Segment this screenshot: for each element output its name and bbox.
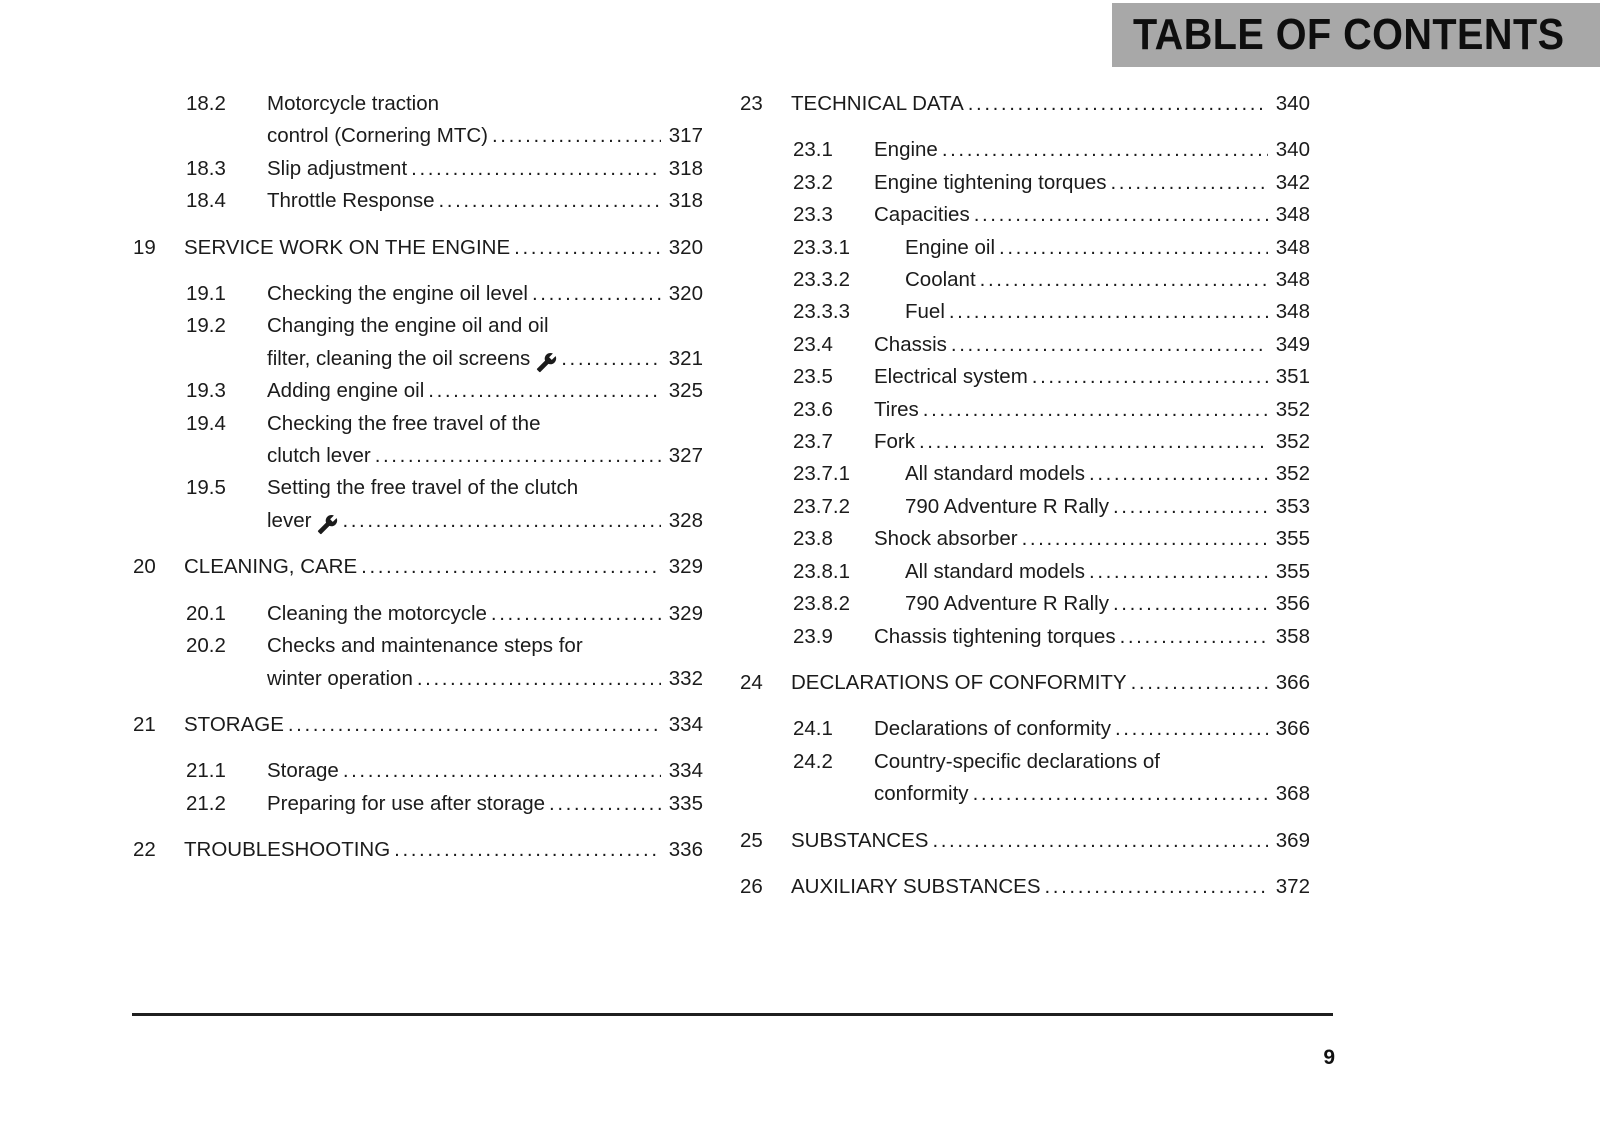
toc-entry-24.2 <box>740 746 1310 811</box>
toc-entry-page: 318 <box>668 189 703 213</box>
toc-entry-page: 358 <box>1275 624 1310 648</box>
toc-entry-body <box>905 556 1310 588</box>
dot-leader <box>919 426 1268 458</box>
toc-entry-line <box>267 788 703 820</box>
toc-entry-line <box>184 551 703 583</box>
toc-entry-line <box>874 713 1310 745</box>
toc-entry-21 <box>133 709 703 741</box>
toc-entry-title: AUXILIARY SUBSTANCES <box>791 874 1041 898</box>
toc-entry-number: 23.2 <box>793 170 833 194</box>
toc-entry-number: 23.5 <box>793 365 833 389</box>
toc-entry-line <box>791 871 1310 903</box>
toc-entry-title: conformity <box>874 782 969 806</box>
toc-entry-25 <box>740 825 1310 857</box>
toc-entry-line <box>267 598 703 630</box>
toc-entry-23.2 <box>740 167 1310 199</box>
toc-entry-title: Electrical system <box>874 365 1028 389</box>
toc-entry-number: 18.4 <box>186 189 226 213</box>
toc-entry-26 <box>740 871 1310 903</box>
toc-entry-title: CLEANING, CARE <box>184 555 358 579</box>
toc-entry-title: Engine oil <box>905 235 996 259</box>
toc-entry-title: Changing the engine oil and oil <box>267 314 549 338</box>
toc-entry-title: Tires <box>874 397 919 421</box>
toc-entry-number: 23.3.2 <box>793 268 850 292</box>
dot-leader <box>417 663 661 695</box>
dot-leader <box>1089 556 1268 588</box>
toc-entry-body <box>267 598 703 630</box>
toc-entry-line <box>267 278 703 310</box>
dot-leader <box>951 329 1268 361</box>
toc-entry-page: 348 <box>1275 268 1310 292</box>
toc-entry-line <box>267 88 703 120</box>
toc-entry-number: 21.2 <box>186 791 226 815</box>
toc-entry-body <box>267 755 703 787</box>
dot-leader <box>492 120 661 152</box>
toc-entry-body <box>874 621 1310 653</box>
toc-entry-body <box>874 426 1310 458</box>
toc-entry-body <box>184 709 703 741</box>
toc-entry-line <box>874 199 1310 231</box>
toc-entry-line <box>791 825 1310 857</box>
toc-column-left <box>133 88 703 881</box>
dot-leader <box>343 755 661 787</box>
toc-entry-body <box>874 746 1310 811</box>
toc-entry-line <box>267 375 703 407</box>
toc-entry-body <box>874 199 1310 231</box>
toc-entry-line <box>267 472 703 504</box>
dot-leader <box>532 278 661 310</box>
toc-entry-page: 369 <box>1275 828 1310 852</box>
toc-entry-line <box>874 394 1310 426</box>
toc-entry-21.1 <box>133 755 703 787</box>
toc-entry-title: STORAGE <box>184 712 284 736</box>
toc-entry-body <box>905 588 1310 620</box>
toc-entry-page: 352 <box>1275 462 1310 486</box>
toc-entry-line <box>267 310 703 342</box>
dot-leader <box>949 296 1268 328</box>
toc-entry-title: Capacities <box>874 203 970 227</box>
toc-entry-19.1 <box>133 278 703 310</box>
toc-entry-body <box>184 232 703 264</box>
toc-entry-title: Preparing for use after storage <box>267 791 546 815</box>
dot-leader <box>974 199 1268 231</box>
dot-leader <box>491 598 661 630</box>
toc-entry-page: 372 <box>1275 874 1310 898</box>
toc-entry-number: 24.2 <box>793 749 833 773</box>
toc-entry-number: 23.7 <box>793 430 833 454</box>
toc-entry-title: Storage <box>267 759 339 783</box>
toc-entry-page: 317 <box>668 124 703 148</box>
toc-entry-line <box>267 505 703 537</box>
toc-entry-number: 20.2 <box>186 634 226 658</box>
toc-entry-number: 23.8 <box>793 527 833 551</box>
dot-leader <box>1045 871 1268 903</box>
dot-leader <box>288 709 661 741</box>
dot-leader <box>968 88 1268 120</box>
toc-entry-title: Chassis <box>874 332 947 356</box>
toc-entry-body <box>874 713 1310 745</box>
toc-entry-23.8 <box>740 523 1310 555</box>
toc-entry-23.8.1 <box>740 556 1310 588</box>
page-number: 9 <box>1323 1046 1335 1069</box>
toc-entry-23.3.3 <box>740 296 1310 328</box>
toc-entry-number: 19.4 <box>186 411 226 435</box>
toc-entry-line <box>267 440 703 472</box>
toc-entry-number: 23.3.1 <box>793 235 850 259</box>
toc-entry-line <box>874 523 1310 555</box>
toc-entry-23.6 <box>740 394 1310 426</box>
toc-entry-18.3 <box>133 153 703 185</box>
toc-entry-line <box>267 630 703 662</box>
toc-entry-body <box>267 185 703 217</box>
toc-entry-body <box>905 232 1310 264</box>
toc-entry-page: 335 <box>668 791 703 815</box>
toc-entry-body <box>905 458 1310 490</box>
toc-entry-number: 23 <box>740 92 763 115</box>
toc-entry-line <box>267 343 703 375</box>
dot-leader <box>923 394 1268 426</box>
footer-divider <box>132 1013 1333 1016</box>
toc-entry-number: 19.3 <box>186 379 226 403</box>
toc-entry-title: DECLARATIONS OF CONFORMITY <box>791 670 1127 694</box>
dot-leader <box>1022 523 1268 555</box>
toc-entry-19.2 <box>133 310 703 375</box>
dot-leader <box>1089 458 1268 490</box>
toc-entry-19.4 <box>133 408 703 473</box>
toc-entry-line <box>905 458 1310 490</box>
toc-entry-page: 349 <box>1275 332 1310 356</box>
toc-entry-title: 790 Adventure R Rally <box>905 494 1109 518</box>
toc-entry-21.2 <box>133 788 703 820</box>
toc-entry-line <box>905 232 1310 264</box>
toc-entry-title: Country-specific declarations of <box>874 749 1160 773</box>
toc-entry-18.4 <box>133 185 703 217</box>
toc-entry-line <box>791 88 1310 120</box>
toc-entry-20 <box>133 551 703 583</box>
toc-entry-page: 355 <box>1275 559 1310 583</box>
toc-entry-title: TECHNICAL DATA <box>791 92 964 115</box>
dot-leader <box>999 232 1268 264</box>
dot-leader <box>1113 491 1268 523</box>
toc-entry-title: Chassis tightening torques <box>874 624 1116 648</box>
toc-entry-20.1 <box>133 598 703 630</box>
toc-entry-page: 355 <box>1275 527 1310 551</box>
toc-entry-page: 352 <box>1275 397 1310 421</box>
toc-entry-number: 25 <box>740 828 763 852</box>
toc-entry-23.3.1 <box>740 232 1310 264</box>
dot-leader <box>411 153 661 185</box>
dot-leader <box>342 505 660 537</box>
toc-entry-body <box>791 825 1310 857</box>
toc-entry-19.5 <box>133 472 703 537</box>
toc-entry-23.7 <box>740 426 1310 458</box>
toc-entry-body <box>184 834 703 866</box>
page-title: TABLE OF CONTENTS <box>1133 10 1565 59</box>
toc-entry-19.3 <box>133 375 703 407</box>
toc-entry-number: 18.3 <box>186 156 226 180</box>
toc-entry-body <box>267 88 703 153</box>
toc-entry-body <box>874 134 1310 166</box>
dot-leader <box>428 375 660 407</box>
toc-entry-page: 328 <box>668 508 703 532</box>
toc-entry-title: SERVICE WORK ON THE ENGINE <box>184 235 511 259</box>
toc-entry-line <box>874 746 1310 778</box>
dot-leader <box>1120 621 1268 653</box>
toc-entry-23.4 <box>740 329 1310 361</box>
toc-entry-body <box>791 871 1310 903</box>
toc-entry-line <box>874 134 1310 166</box>
toc-entry-page: 332 <box>668 666 703 690</box>
dot-leader <box>394 834 661 866</box>
toc-entry-body <box>267 408 703 473</box>
toc-entry-title: winter operation <box>267 666 413 690</box>
toc-entry-body <box>791 667 1310 699</box>
toc-entry-title: Adding engine oil <box>267 379 425 403</box>
toc-entry-line <box>267 120 703 152</box>
toc-entry-page: 327 <box>668 444 703 468</box>
toc-entry-title: Engine <box>874 138 938 162</box>
toc-entry-number: 20.1 <box>186 601 226 625</box>
toc-entry-page: 325 <box>668 379 703 403</box>
toc-entry-number: 23.9 <box>793 624 833 648</box>
toc-entry-body <box>267 278 703 310</box>
toc-entry-page: 366 <box>1275 717 1310 741</box>
toc-entry-body <box>267 472 703 537</box>
toc-entry-number: 19.5 <box>186 476 226 500</box>
toc-entry-24 <box>740 667 1310 699</box>
toc-entry-23.7.1 <box>740 458 1310 490</box>
dot-leader <box>514 232 661 264</box>
toc-entry-page: 334 <box>668 759 703 783</box>
toc-entry-number: 26 <box>740 874 763 898</box>
toc-entry-18.2 <box>133 88 703 153</box>
toc-entry-line <box>905 588 1310 620</box>
toc-entry-page: 352 <box>1275 430 1310 454</box>
toc-entry-page: 366 <box>1275 670 1310 694</box>
toc-entry-body <box>874 523 1310 555</box>
toc-entry-page: 329 <box>668 555 703 579</box>
toc-entry-20.2 <box>133 630 703 695</box>
toc-entry-number: 22 <box>133 838 156 862</box>
dot-leader <box>942 134 1268 166</box>
toc-entry-body <box>874 394 1310 426</box>
toc-entry-title: All standard models <box>905 462 1086 486</box>
toc-entry-title: lever <box>267 508 312 532</box>
toc-entry-19 <box>133 232 703 264</box>
toc-entry-title: Slip adjustment <box>267 156 408 180</box>
toc-entry-number: 19.2 <box>186 314 226 338</box>
toc-entry-23.1 <box>740 134 1310 166</box>
toc-entry-line <box>267 408 703 440</box>
toc-entry-body <box>874 329 1310 361</box>
toc-entry-body <box>184 551 703 583</box>
toc-entry-page: 334 <box>668 712 703 736</box>
toc-entry-23.7.2 <box>740 491 1310 523</box>
dot-leader <box>973 778 1268 810</box>
toc-entry-body <box>267 375 703 407</box>
toc-entry-number: 20 <box>133 555 156 579</box>
toc-entry-page: 342 <box>1275 170 1310 194</box>
toc-entry-number: 23.7.2 <box>793 494 850 518</box>
toc-entry-page: 348 <box>1275 235 1310 259</box>
toc-entry-number: 19.1 <box>186 282 226 306</box>
toc-entry-line <box>874 329 1310 361</box>
toc-entry-number: 23.8.2 <box>793 592 850 616</box>
dot-leader <box>1115 713 1268 745</box>
toc-entry-title: filter, cleaning the oil screens <box>267 346 531 370</box>
toc-entry-23.3 <box>740 199 1310 231</box>
toc-entry-23 <box>740 88 1310 120</box>
toc-entry-line <box>874 426 1310 458</box>
dot-leader <box>439 185 661 217</box>
dot-leader <box>1111 167 1268 199</box>
toc-entry-line <box>905 296 1310 328</box>
toc-entry-number: 23.7.1 <box>793 462 850 486</box>
toc-entry-body <box>905 491 1310 523</box>
toc-entry-body <box>905 264 1310 296</box>
toc-entry-body <box>267 788 703 820</box>
toc-entry-title: TROUBLESHOOTING <box>184 838 391 862</box>
toc-entry-title: Declarations of conformity <box>874 717 1111 741</box>
toc-entry-line <box>184 232 703 264</box>
toc-entry-22 <box>133 834 703 866</box>
dot-leader <box>1113 588 1268 620</box>
toc-entry-title: Checks and maintenance steps for <box>267 634 583 658</box>
toc-entry-page: 320 <box>668 235 703 259</box>
toc-entry-number: 24.1 <box>793 717 833 741</box>
toc-column-right <box>740 88 1310 917</box>
toc-entry-23.5 <box>740 361 1310 393</box>
toc-entry-page: 340 <box>1275 92 1310 115</box>
toc-entry-title: control (Cornering MTC) <box>267 124 488 148</box>
wrench-icon <box>536 352 557 373</box>
toc-entry-title: clutch lever <box>267 444 371 468</box>
toc-entry-body <box>874 361 1310 393</box>
toc-entry-line <box>267 185 703 217</box>
toc-entry-24.1 <box>740 713 1310 745</box>
toc-entry-page: 348 <box>1275 300 1310 324</box>
toc-entry-title: Fuel <box>905 300 945 324</box>
toc-entry-line <box>874 361 1310 393</box>
toc-entry-23.8.2 <box>740 588 1310 620</box>
toc-entry-title: SUBSTANCES <box>791 828 929 852</box>
toc-entry-page: 336 <box>668 838 703 862</box>
toc-entry-number: 23.3 <box>793 203 833 227</box>
toc-entry-line <box>267 153 703 185</box>
toc-entry-line <box>184 834 703 866</box>
wrench-icon <box>317 514 338 535</box>
toc-entry-body <box>791 88 1310 120</box>
toc-entry-page: 340 <box>1275 138 1310 162</box>
toc-entry-body <box>874 167 1310 199</box>
toc-entry-23.3.2 <box>740 264 1310 296</box>
toc-entry-title: Cleaning the motorcycle <box>267 601 487 625</box>
toc-entry-page: 353 <box>1275 494 1310 518</box>
toc-entry-line <box>905 556 1310 588</box>
toc-entry-body <box>267 310 703 375</box>
toc-entry-number: 23.4 <box>793 332 833 356</box>
toc-entry-title: Motorcycle traction <box>267 92 440 115</box>
toc-entry-line <box>874 778 1310 810</box>
dot-leader <box>361 551 661 583</box>
toc-entry-page: 348 <box>1275 203 1310 227</box>
toc-entry-title: All standard models <box>905 559 1086 583</box>
dot-leader <box>932 825 1267 857</box>
toc-entry-number: 18.2 <box>186 92 226 115</box>
dot-leader <box>549 788 661 820</box>
toc-entry-line <box>184 709 703 741</box>
toc-entry-number: 24 <box>740 670 763 694</box>
dot-leader <box>561 343 661 375</box>
dot-leader <box>1032 361 1268 393</box>
toc-entry-title: Engine tightening torques <box>874 170 1107 194</box>
toc-entry-number: 19 <box>133 235 156 259</box>
toc-entry-number: 23.3.3 <box>793 300 850 324</box>
toc-entry-title: Throttle Response <box>267 189 435 213</box>
toc-entry-body <box>905 296 1310 328</box>
toc-entry-page: 318 <box>668 156 703 180</box>
toc-entry-page: 351 <box>1275 365 1310 389</box>
toc-entry-number: 21 <box>133 712 156 736</box>
dot-leader <box>375 440 661 472</box>
toc-entry-title: Shock absorber <box>874 527 1018 551</box>
toc-entry-line <box>874 167 1310 199</box>
toc-entry-page: 321 <box>668 346 703 370</box>
toc-entry-number: 23.6 <box>793 397 833 421</box>
toc-entry-title: 790 Adventure R Rally <box>905 592 1109 616</box>
toc-entry-line <box>791 667 1310 699</box>
toc-entry-line <box>905 491 1310 523</box>
toc-entry-title: Setting the free travel of the clutch <box>267 476 579 500</box>
toc-entry-title: Checking the free travel of the <box>267 411 541 435</box>
toc-entry-title: Checking the engine oil level <box>267 282 528 306</box>
toc-entry-number: 23.1 <box>793 138 833 162</box>
toc-entry-page: 368 <box>1275 782 1310 806</box>
toc-entry-line <box>874 621 1310 653</box>
toc-entry-body <box>267 153 703 185</box>
toc-entry-line <box>267 755 703 787</box>
page-header-bar <box>1112 3 1600 67</box>
toc-entry-line <box>905 264 1310 296</box>
toc-entry-page: 320 <box>668 282 703 306</box>
toc-entry-title: Fork <box>874 430 915 454</box>
toc-entry-page: 329 <box>668 601 703 625</box>
dot-leader <box>1131 667 1268 699</box>
toc-entry-number: 23.8.1 <box>793 559 850 583</box>
toc-entry-number: 21.1 <box>186 759 226 783</box>
toc-entry-page: 356 <box>1275 592 1310 616</box>
toc-entry-23.9 <box>740 621 1310 653</box>
dot-leader <box>980 264 1268 296</box>
toc-entry-body <box>267 630 703 695</box>
toc-entry-title: Coolant <box>905 268 976 292</box>
toc-entry-line <box>267 663 703 695</box>
